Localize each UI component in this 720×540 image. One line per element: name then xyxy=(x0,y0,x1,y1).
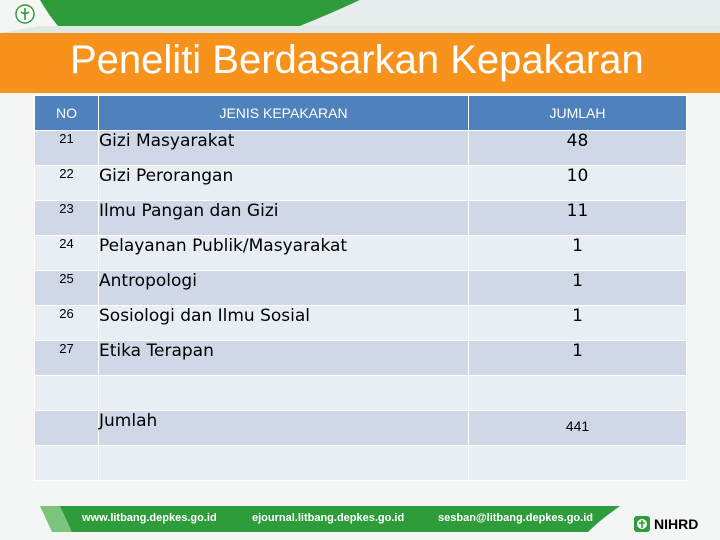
row-value: 1 xyxy=(469,236,687,271)
table-row xyxy=(35,131,687,166)
page-title: Peneliti Berdasarkan Kepakaran xyxy=(70,38,644,82)
nihrd-label: NIHRD xyxy=(654,516,699,532)
header-jenis-kepakaran: JENIS KEPAKARAN xyxy=(99,96,469,131)
row-no: 22 xyxy=(35,166,99,201)
footer-link-litbang[interactable]: www.litbang.depkes.go.id xyxy=(82,512,217,524)
total-label: Jumlah xyxy=(99,411,469,446)
expertise-table xyxy=(34,95,687,481)
row-no: 26 xyxy=(35,306,99,341)
total-value: 441 xyxy=(469,411,687,446)
row-value: 1 xyxy=(469,341,687,376)
table-row xyxy=(35,446,687,481)
table-row xyxy=(35,271,687,306)
row-no: 24 xyxy=(35,236,99,271)
row-no: 23 xyxy=(35,201,99,236)
row-no xyxy=(35,446,99,481)
footer-link-ejournal[interactable]: ejournal.litbang.depkes.go.id xyxy=(252,512,405,524)
table-header-row xyxy=(35,96,687,131)
table-row xyxy=(35,306,687,341)
row-no xyxy=(35,376,99,411)
row-value: 11 xyxy=(469,201,687,236)
table-row xyxy=(35,166,687,201)
row-value: 1 xyxy=(469,271,687,306)
row-value: 48 xyxy=(469,131,687,166)
kemenkes-logo-icon xyxy=(14,3,36,25)
footer-email[interactable]: sesban@litbang.depkes.go.id xyxy=(438,512,593,524)
row-name xyxy=(99,376,469,411)
header-no: NO xyxy=(35,96,99,131)
row-no: 21 xyxy=(35,131,99,166)
row-value: 1 xyxy=(469,306,687,341)
table-row-total xyxy=(35,411,687,446)
row-no: 27 xyxy=(35,341,99,376)
row-value xyxy=(469,446,687,481)
row-name: Pelayanan Publik/Masyarakat xyxy=(99,236,469,271)
row-name: Sosiologi dan Ilmu Sosial xyxy=(99,306,469,341)
table-row xyxy=(35,201,687,236)
row-no: 25 xyxy=(35,271,99,306)
row-no xyxy=(35,411,99,446)
row-name: Gizi Masyarakat xyxy=(99,131,469,166)
nihrd-logo-icon xyxy=(633,515,651,533)
row-name: Etika Terapan xyxy=(99,341,469,376)
row-name: Gizi Perorangan xyxy=(99,166,469,201)
row-value xyxy=(469,376,687,411)
row-name xyxy=(99,446,469,481)
row-name: Ilmu Pangan dan Gizi xyxy=(99,201,469,236)
row-name: Antropologi xyxy=(99,271,469,306)
table-row xyxy=(35,236,687,271)
header-jumlah: JUMLAH xyxy=(469,96,687,131)
row-value: 10 xyxy=(469,166,687,201)
nihrd-brand xyxy=(633,513,698,535)
table-row xyxy=(35,341,687,376)
table-row xyxy=(35,376,687,411)
